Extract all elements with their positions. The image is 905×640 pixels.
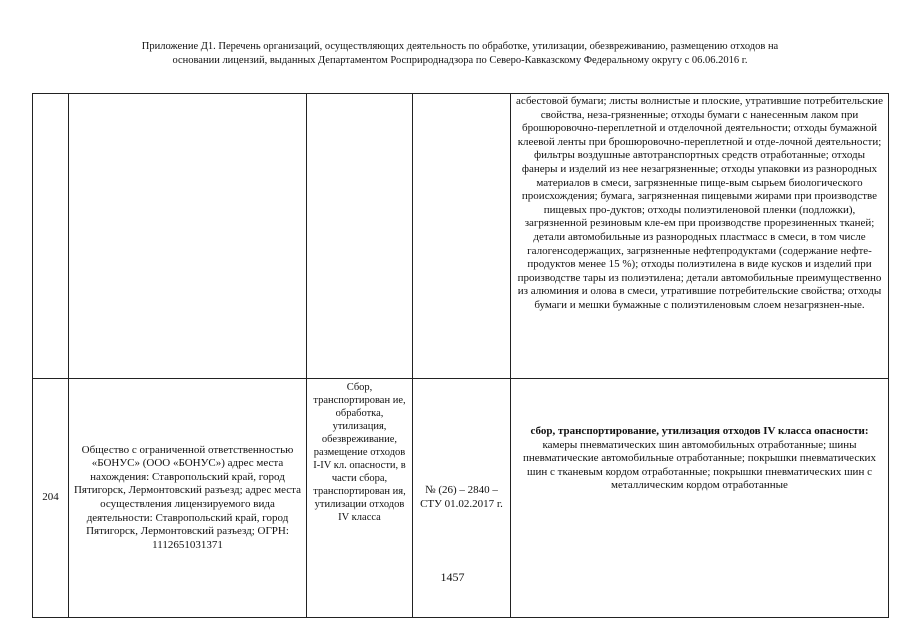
- header-line-1: Приложение Д1. Перечень организаций, осуществляющих деятельность по обработке, утилизации, обезвреживанию, размещению отходов на: [141, 41, 779, 52]
- organization-cell: Общество с ограниченной ответственностью «БОНУС» (ООО «БОНУС») адрес места нахождения: Ставропольский край, город Пятигорск, Лермонтовский разъезд; адрес места осуществления лицензируемого вида деятельности: Ставропольский край, город Пятигорск, Лермонтовский разъезд; ОГРН: 1112651031371: [69, 379, 307, 618]
- wastes-cell: [511, 94, 889, 379]
- page-header: [60, 40, 860, 68]
- license-cell: [413, 94, 511, 379]
- license-cell: № (26) – 2840 – СТУ 01.02.2017 г.: [413, 379, 511, 618]
- organizations-table: [32, 93, 889, 618]
- header-line-2: основании лицензий, выданных Департаментом Росприроднадзора по Северо-Кавказскому Федеральному округу с 06.06.2016 г.: [172, 55, 748, 66]
- row-number-cell: 204: [33, 379, 69, 618]
- table-row: [33, 94, 889, 379]
- row-number-cell: [33, 94, 69, 379]
- wastes-text: асбестовой бумаги; листы волнистые и плоские, утратившие потребительские свойства, неза-грязненные; отходы бумаги с нанесенным лаком при брошюровочно-переплетной и отделочной деятельности; отходы бумажной клеевой ленты при брошюровочно-переплетной и отде-лочной деятельности; фильтры воздушные автотранспортных средств отработанные; отходы фанеры и изделий из нее незагрязненные; отходы упаковки из разнородных материалов в смеси, загрязненные пище-вым сырьем биологического происхождения; бумага, загрязненная пищевыми жирами при производстве пищевых про-дуктов; отходы полиэтиленовой пленки (подложки), загрязненной резиновым кле-ем при производстве прорезиненных тканей; детали автомобильные из разнородных пластмасс в смеси, в том числе галогенсодержащих, загрязненные нефтепродуктами (содержание нефте-продуктов менее 15 %); отходы полиэтилена в виде кусков и изделий при производстве тары из полиэтилена; детали автомобильные преимущественно из алюминия и олова в смеси, утратившие потребительские свойства; отходы бумаги и мешки бумажные с полиэтиленовым слоем незагрязнен-ные.: [516, 95, 883, 311]
- operations-cell: [307, 94, 413, 379]
- operations-cell: Сбор, транспортирован ие, обработка, утилизация, обезвреживание, размещение отходов I-IV кл. опасности, в части сбора, транспортирован ия, утилизации отходов IV класса: [307, 379, 413, 618]
- wastes-heading: сбор, транспортирование, утилизация отходов IV класса опасности:: [530, 425, 869, 437]
- organization-cell: [69, 94, 307, 379]
- wastes-text: камеры пневматических шин автомобильных отработанные; шины пневматические автомобильные отработанные; покрышки пневматических шин с тканевым кордом отработанные; покрышки пневматических шин с металлическим кордом отработанные: [523, 438, 876, 492]
- page-number: 1457: [440, 570, 465, 584]
